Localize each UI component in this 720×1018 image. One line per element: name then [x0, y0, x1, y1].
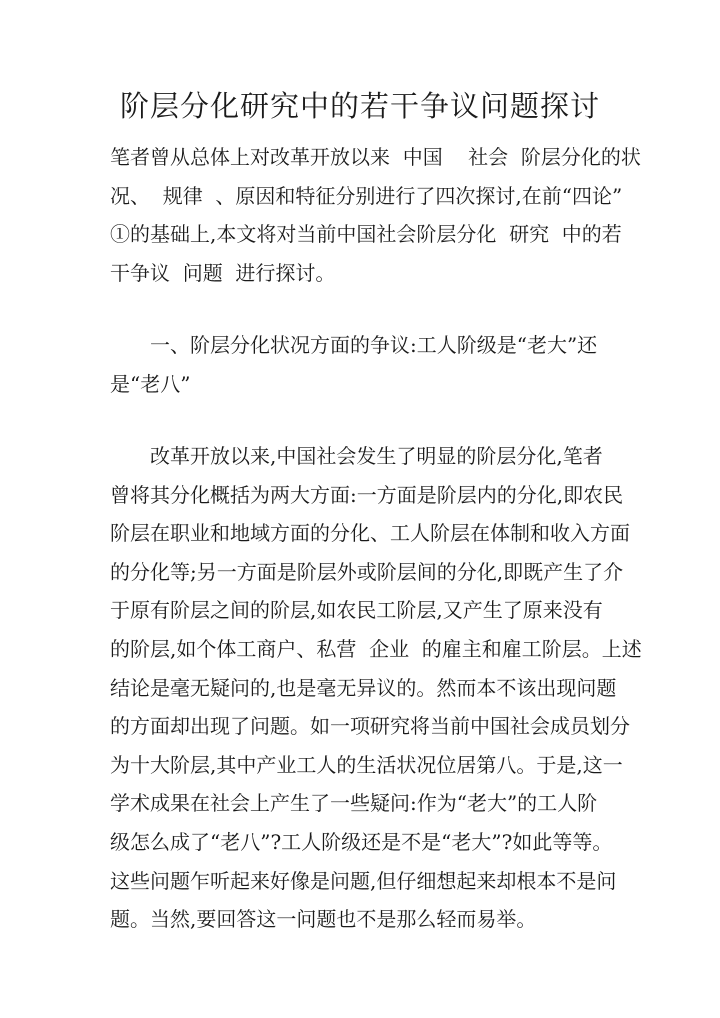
text-line: 干争议 问题 进行探讨。 [110, 260, 336, 285]
section-heading [110, 326, 610, 403]
text-line: 题。当然,要回答这一问题也不是那么轻而易举。 [110, 907, 537, 932]
text-line: 一、阶层分化状况方面的争议:工人阶级是“老大”还 [150, 333, 598, 357]
text-line: 曾将其分化概括为两大方面:一方面是阶层内的分化,即农民 [110, 482, 624, 507]
body-paragraph [110, 437, 642, 939]
text-line: 级怎么成了“老八”?工人阶级还是不是“老大”?如此等等。 [110, 829, 613, 854]
text-line: 于原有阶层之间的阶层,如农民工阶层,又产生了原来没有 [110, 598, 603, 623]
text-line: 阶层在职业和地域方面的分化、工人阶层在体制和收入方面 [110, 521, 630, 546]
text-line: 是“老八” [110, 371, 191, 396]
text-line: 况、 规律 、原因和特征分别进行了四次探讨,在前“四论” [110, 183, 623, 208]
text-line: 这些问题乍听起来好像是问题,但仔细想起来却根本不是问 [110, 868, 617, 893]
text-line: 的阶层,如个体工商户、私营 企业 的雇主和雇工阶层。上述 [110, 636, 642, 661]
text-line: 笔者曾从总体上对改革开放以来 中国 社会 阶层分化的状 [110, 145, 641, 169]
text-line: 改革开放以来,中国社会发生了明显的阶层分化,笔者 [150, 444, 603, 468]
text-line: 的分化等;另一方面是阶层外或阶层间的分化,即既产生了介 [110, 559, 624, 584]
page-title: 阶层分化研究中的若干争议问题探讨 [119, 89, 600, 123]
text-line: 学术成果在社会上产生了一些疑问:作为“老大”的工人阶 [110, 791, 598, 816]
text-line: 的方面却出现了问题。如一项研究将当前中国社会成员划分 [110, 714, 630, 739]
text-line: 为十大阶层,其中产业工人的生活状况位居第八。于是,这一 [110, 752, 623, 777]
text-line: 结论是毫无疑问的,也是毫无异议的。然而本不该出现问题 [110, 675, 617, 700]
text-line: ①的基础上,本文将对当前中国社会阶层分化 研究 中的若 [110, 222, 622, 247]
intro-paragraph [110, 138, 641, 292]
